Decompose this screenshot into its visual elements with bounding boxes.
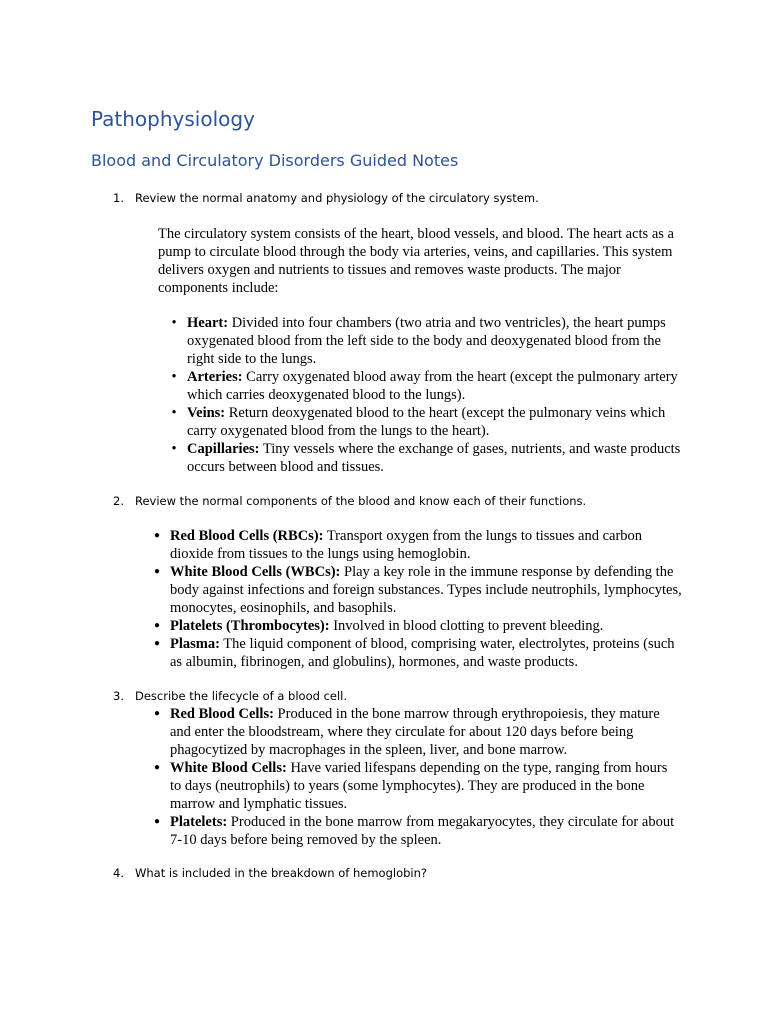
- item-description: Produced in the bone marrow from megakaryocytes, they circulate for about 7-10 days before being removed by the spleen.: [170, 814, 675, 848]
- intro-paragraph: The circulatory system consists of the heart, blood vessels, and blood. The heart acts as a pump to circulate blood through the body via arteries, veins, and capillaries. This system delivers oxygen and nutrients to tissues and removes waste products. The major components include:: [158, 226, 674, 296]
- question-number: 1.: [113, 191, 124, 205]
- circulatory-components-list: [171, 314, 682, 476]
- bullet-icon: •: [171, 405, 177, 421]
- item-term: Capillaries:: [187, 441, 260, 457]
- item-term: Platelets (Thrombocytes):: [170, 618, 330, 634]
- item-term: Heart:: [187, 315, 229, 331]
- bullet-icon: ●: [153, 566, 161, 577]
- question-text: Review the normal components of the blood and know each of their functions.: [135, 494, 587, 508]
- bullet-icon: ●: [153, 530, 161, 541]
- item-description: Play a key role in the immune response by defending the body against infections and foreign substances. Types include neutrophils, lymphocytes, monocytes, eosinophils, and basophils.: [170, 564, 682, 616]
- item-description: Divided into four chambers (two atria and two ventricles), the heart pumps oxygenated blood from the left side to the body and deoxygenated blood from the right side to the lungs.: [187, 315, 666, 367]
- item-description: Have varied lifespans depending on the type, ranging from hours to days (neutrophils) to years (some lymphocytes). They are produced in the bone marrow and lymphatic tissues.: [170, 760, 668, 812]
- page-subtitle: Blood and Circulatory Disorders Guided Notes: [91, 151, 459, 170]
- question-4: [113, 866, 427, 880]
- question-1: [113, 191, 539, 205]
- bullet-icon: ●: [153, 762, 161, 773]
- bullet-icon: •: [171, 441, 177, 457]
- list-item: [153, 635, 682, 671]
- list-item: [171, 404, 682, 440]
- item-term: Plasma:: [170, 636, 220, 652]
- blood-cell-lifecycle-list: [153, 705, 682, 849]
- item-description: Produced in the bone marrow through erythropoiesis, they mature and enter the bloodstream, where they circulate for about 120 days before being phagocytized by macrophages in the spleen, liver, and bone marrow.: [170, 706, 660, 758]
- item-term: Arteries:: [187, 369, 243, 385]
- item-description: The liquid component of blood, comprising water, electrolytes, proteins (such as albumin, fibrinogen, and globulins), hormones, and waste products.: [170, 636, 675, 670]
- question-number: 3.: [113, 689, 124, 703]
- list-item: [171, 314, 682, 368]
- item-term: Veins:: [187, 405, 226, 421]
- item-description: Transport oxygen from the lungs to tissues and carbon dioxide from tissues to the lungs using hemoglobin.: [170, 528, 643, 562]
- item-description: Return deoxygenated blood to the heart (except the pulmonary veins which carry oxygenated blood from the lungs to the heart).: [187, 405, 666, 439]
- bullet-icon: •: [171, 315, 177, 331]
- list-item: [153, 705, 682, 759]
- list-item: [153, 813, 682, 849]
- bullet-icon: ●: [153, 620, 161, 631]
- bullet-icon: •: [171, 369, 177, 385]
- list-item: [153, 563, 682, 617]
- bullet-icon: ●: [153, 708, 161, 719]
- list-item: [171, 440, 682, 476]
- item-term: White Blood Cells:: [170, 760, 287, 776]
- blood-components-list: [153, 527, 682, 671]
- page-title: Pathophysiology: [91, 107, 255, 131]
- question-number: 4.: [113, 866, 124, 880]
- item-term: White Blood Cells (WBCs):: [170, 564, 341, 580]
- item-description: Tiny vessels where the exchange of gases, nutrients, and waste products occurs between blood and tissues.: [187, 441, 681, 475]
- list-item: [153, 617, 682, 635]
- question-text: Review the normal anatomy and physiology of the circulatory system.: [135, 191, 539, 205]
- bullet-icon: ●: [153, 816, 161, 827]
- question-text: Describe the lifecycle of a blood cell.: [135, 689, 348, 703]
- question-text: What is included in the breakdown of hemoglobin?: [135, 866, 428, 880]
- question-3: [113, 689, 347, 703]
- item-term: Platelets:: [170, 814, 228, 830]
- list-item: [171, 368, 682, 404]
- item-term: Red Blood Cells (RBCs):: [170, 528, 324, 544]
- bullet-icon: ●: [153, 638, 161, 649]
- list-item: [153, 759, 682, 813]
- question-2: [113, 494, 586, 508]
- list-item: [153, 527, 682, 563]
- item-description: Involved in blood clotting to prevent bleeding.: [329, 618, 604, 634]
- question-number: 2.: [113, 494, 124, 508]
- item-description: Carry oxygenated blood away from the heart (except the pulmonary artery which carries deoxygenated blood to the lungs).: [187, 369, 678, 403]
- item-term: Red Blood Cells:: [170, 706, 274, 722]
